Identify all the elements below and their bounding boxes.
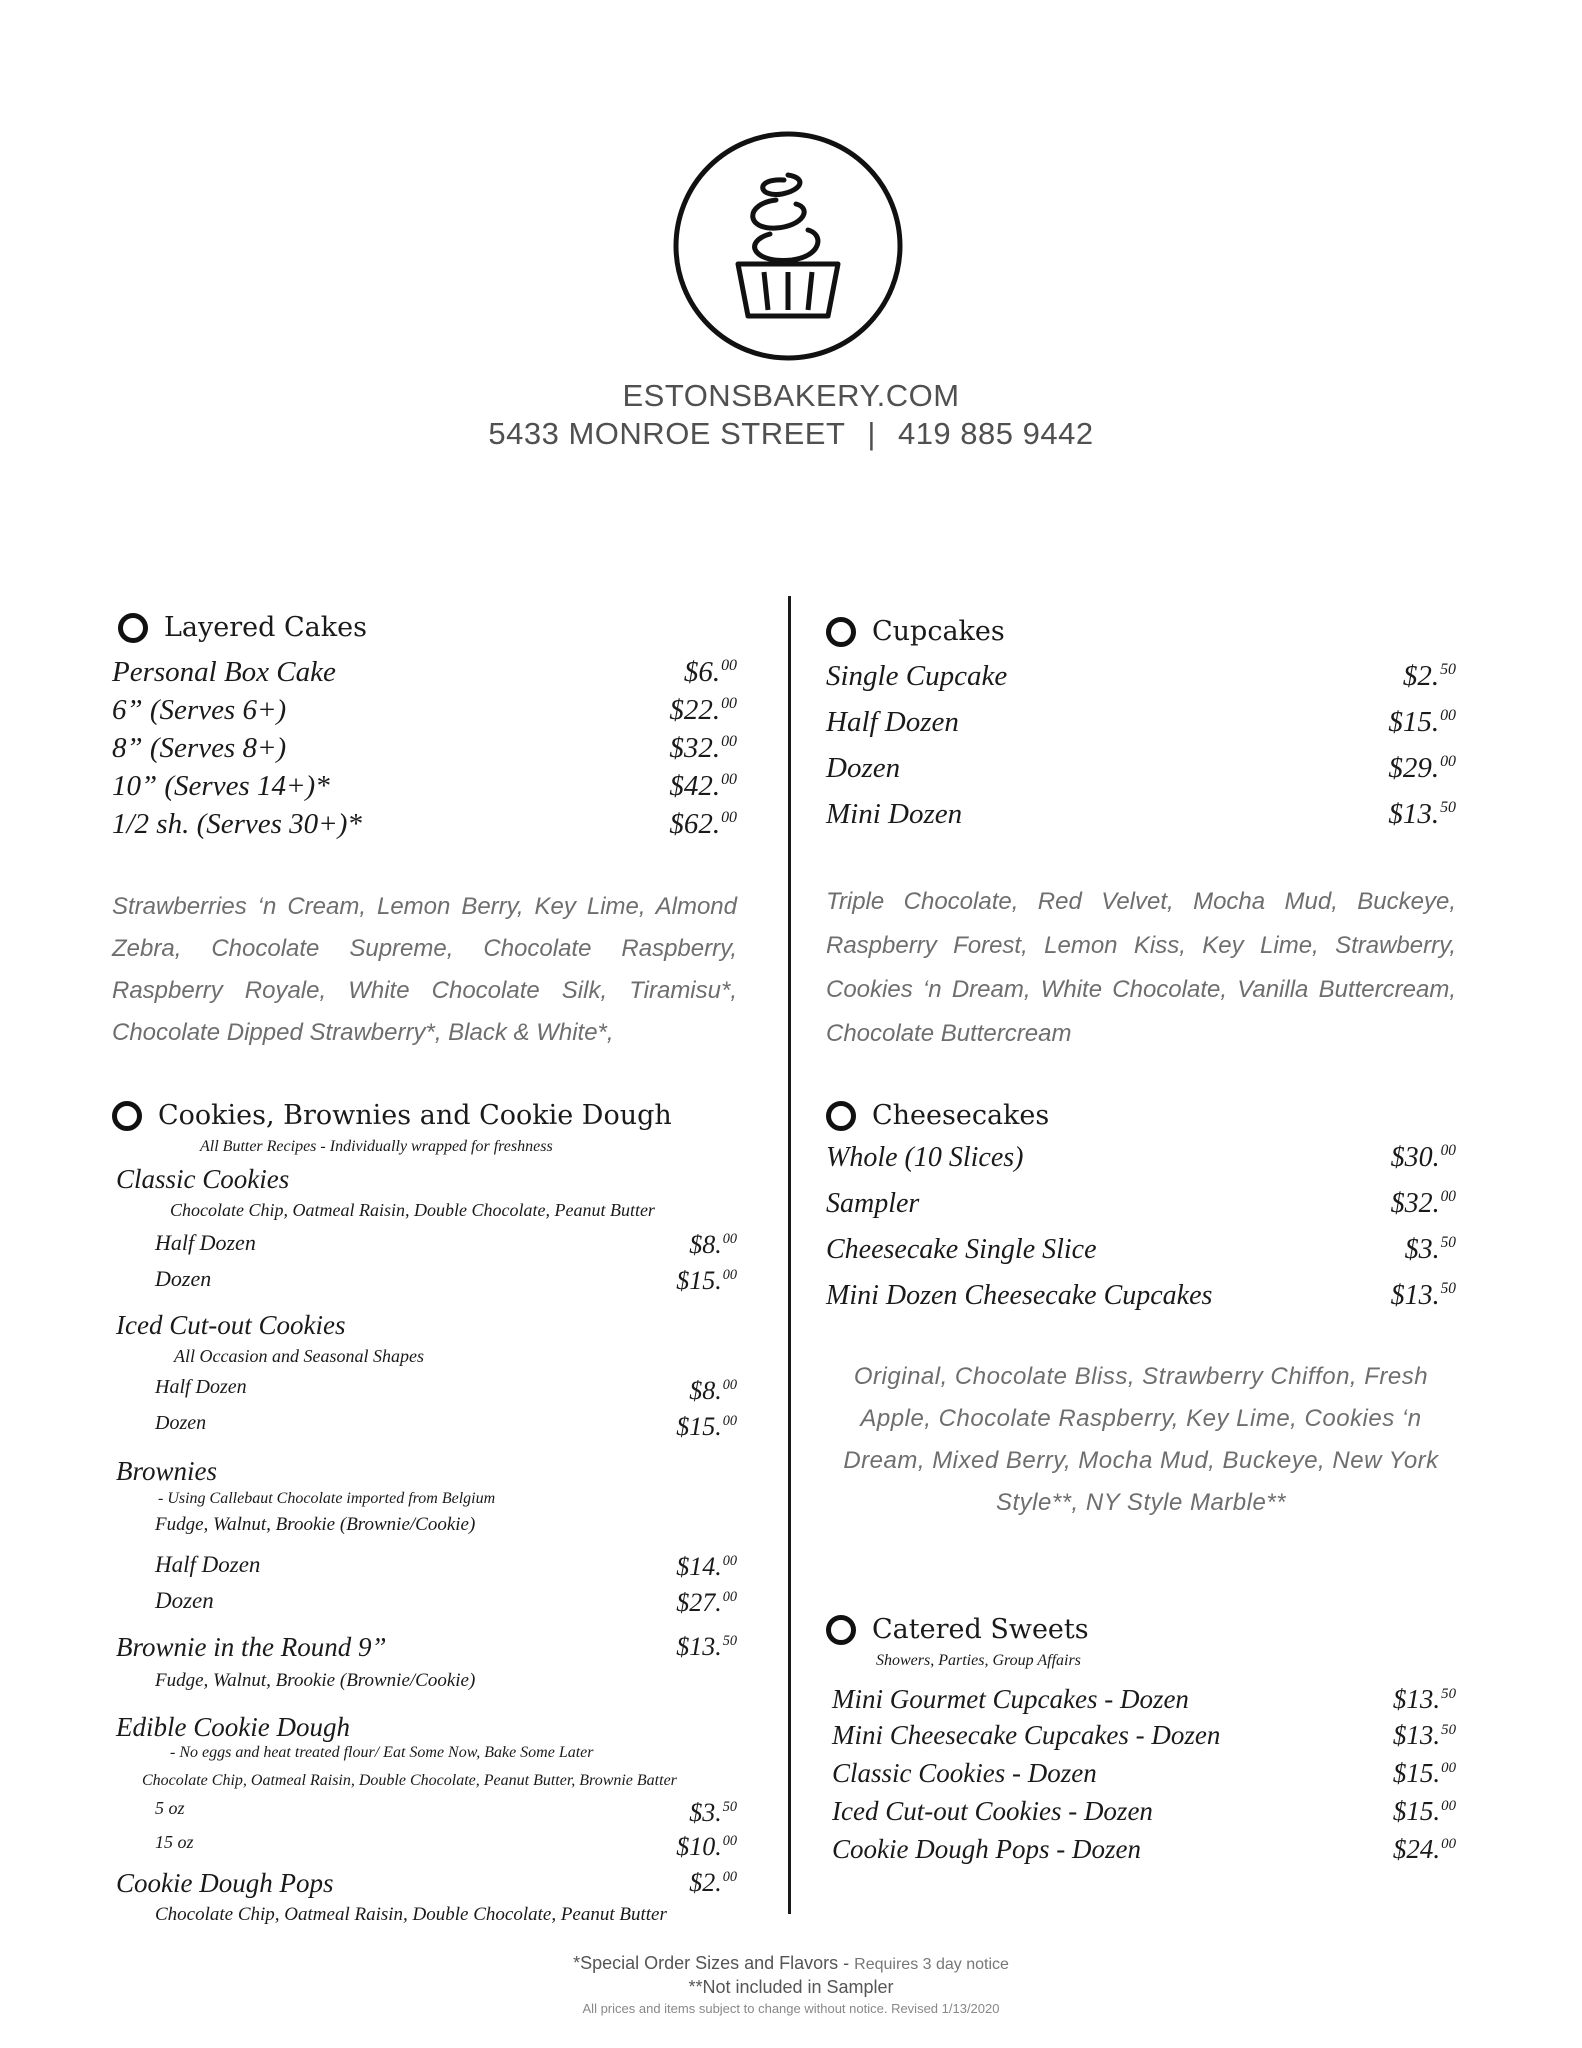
item-price: $29.00 (1388, 752, 1456, 784)
item-price: $14.00 (676, 1552, 737, 1581)
item-name: Half Dozen (155, 1376, 247, 1398)
item-price: $15.00 (1392, 1758, 1456, 1788)
footer-special-order: *Special Order Sizes and Flavors - Requires 3 day notice (573, 1953, 1009, 1973)
item-name: Half Dozen (155, 1552, 261, 1577)
item-name: Mini Dozen Cheesecake Cupcakes (826, 1280, 1213, 1311)
menu-item (826, 1142, 1456, 1176)
menu-item (155, 1832, 737, 1866)
menu-item (832, 1796, 1456, 1830)
item-price: $6.00 (683, 656, 737, 688)
item-price: $32.00 (1390, 1188, 1456, 1219)
item-name: Dozen (155, 1412, 207, 1434)
item-price: $10.00 (676, 1832, 737, 1861)
cookie-dough-flavors: Chocolate Chip, Oatmeal Raisin, Double Chocolate, Peanut Butter, Brownie Batter (142, 1772, 677, 1789)
footer-sampler-note: **Not included in Sampler (688, 1977, 894, 1997)
bullet-ring-icon (112, 1101, 142, 1131)
item-price: $2.00 (689, 1868, 737, 1897)
menu-item (112, 770, 737, 804)
item-price: $32.00 (669, 732, 737, 764)
item-price: $15.00 (676, 1266, 737, 1295)
section-title: Cheesecakes (872, 1100, 1050, 1131)
section-title: Cupcakes (872, 616, 1005, 647)
item-price: $15.00 (676, 1412, 737, 1441)
item-price: $13.50 (1392, 1720, 1456, 1750)
item-price: $8.00 (689, 1376, 737, 1405)
menu-item (112, 656, 737, 690)
item-price: $13.50 (1390, 1280, 1456, 1311)
menu-item (826, 1234, 1456, 1268)
bullet-ring-icon (826, 617, 856, 647)
item-name: Dozen (826, 752, 901, 784)
cupcake-swirl-logo-icon (672, 130, 904, 362)
item-name: 1/2 sh. (Serves 30+)* (112, 808, 362, 840)
footer-disclaimer: All prices and items subject to change without notice. Revised 1/13/2020 (582, 2001, 1000, 2016)
section-title: Cookies, Brownies and Cookie Dough (158, 1100, 672, 1131)
section-cheesecakes (826, 1100, 1049, 1131)
phone-number[interactable]: 419 885 9442 (897, 416, 1094, 451)
item-name: 10” (Serves 14+)* (112, 770, 330, 802)
item-price: $15.00 (1388, 706, 1456, 738)
item-name: Cookie Dough Pops (116, 1868, 334, 1898)
menu-item (155, 1376, 737, 1410)
item-price: $3.50 (689, 1798, 737, 1827)
menu-item (826, 1280, 1456, 1314)
item-name: 8” (Serves 8+) (112, 732, 287, 764)
item-name: Mini Gourmet Cupcakes - Dozen (832, 1684, 1189, 1714)
item-name: Half Dozen (155, 1230, 256, 1255)
menu-item (832, 1720, 1456, 1754)
section-layered-cakes (118, 612, 367, 643)
item-price: $27.00 (676, 1588, 737, 1617)
cookie-dough-note: - No eggs and heat treated flour/ Eat Some Now, Bake Some Later (170, 1744, 594, 1761)
item-price: $42.00 (669, 770, 737, 802)
bullet-ring-icon (826, 1615, 856, 1645)
item-price: $2.50 (1402, 660, 1456, 692)
item-name: Brownie in the Round 9” (116, 1632, 387, 1662)
menu-item (155, 1412, 737, 1446)
item-price: $13.50 (676, 1632, 737, 1661)
menu-item (832, 1684, 1456, 1718)
separator: | (867, 416, 876, 451)
menu-item (116, 1632, 737, 1666)
item-name: Mini Cheesecake Cupcakes - Dozen (832, 1720, 1221, 1750)
item-price: $13.50 (1392, 1684, 1456, 1714)
brownies-flavors: Fudge, Walnut, Brookie (Brownie/Cookie) (155, 1514, 476, 1535)
bullet-ring-icon (118, 613, 148, 643)
item-name: 15 oz (155, 1832, 194, 1852)
item-name: Cookie Dough Pops - Dozen (832, 1834, 1141, 1864)
item-name: Personal Box Cake (112, 656, 336, 688)
item-price: $13.50 (1388, 798, 1456, 830)
brownie-round-flavors: Fudge, Walnut, Brookie (Brownie/Cookie) (155, 1670, 476, 1691)
item-price: $8.00 (689, 1230, 737, 1259)
menu-item (155, 1230, 737, 1264)
item-price: $24.00 (1392, 1834, 1456, 1864)
item-name: Sampler (826, 1188, 920, 1219)
menu-item (832, 1834, 1456, 1868)
item-name: Dozen (155, 1588, 214, 1613)
street-address: 5433 MONROE STREET (488, 416, 846, 451)
menu-item (155, 1552, 737, 1586)
menu-item (826, 660, 1456, 694)
item-name: Mini Dozen (826, 798, 963, 830)
cake-flavors: Strawberries ‘n Cream, Lemon Berry, Key Lime, Almond Zebra, Chocolate Supreme, Chocolate Raspberry, Raspberry Royale, White Chocolate Silk, Tiramisu*, Chocolate Dipped Strawberry*, Black & White*, (112, 893, 737, 1046)
cheesecake-flavors: Original, Chocolate Bliss, Strawberry Chiffon, Fresh Apple, Chocolate Raspberry, Key Lime, Cookies ‘n Dream, Mixed Berry, Mocha Mud, Buckeye, New York Style**, NY Style Marble** (843, 1363, 1439, 1516)
iced-cookies-note: All Occasion and Seasonal Shapes (174, 1346, 424, 1366)
section-cookies (112, 1100, 672, 1131)
item-name: Classic Cookies - Dozen (832, 1758, 1097, 1788)
brownies-title: Brownies (116, 1456, 217, 1486)
footer (0, 1952, 1582, 2020)
item-price: $15.00 (1392, 1796, 1456, 1826)
cupcake-flavors: Triple Chocolate, Red Velvet, Mocha Mud, Buckeye, Raspberry Forest, Lemon Kiss, Key Lime, Strawberry, Cookies ‘n Dream, White Chocolate, Vanilla Buttercream, Chocolate Buttercream (826, 888, 1456, 1047)
item-name: Half Dozen (826, 706, 959, 738)
item-name: Whole (10 Slices) (826, 1142, 1024, 1173)
menu-item (112, 694, 737, 728)
bullet-ring-icon (826, 1101, 856, 1131)
section-subtitle: All Butter Recipes - Individually wrapped for freshness (200, 1138, 553, 1155)
item-price: $3.50 (1404, 1234, 1456, 1265)
section-catered-sweets (826, 1614, 1089, 1645)
menu-item (832, 1758, 1456, 1792)
classic-cookies-flavors: Chocolate Chip, Oatmeal Raisin, Double Chocolate, Peanut Butter (170, 1200, 655, 1220)
column-divider (788, 596, 791, 1914)
iced-cookies-title: Iced Cut-out Cookies (116, 1310, 346, 1340)
menu-item (826, 1188, 1456, 1222)
classic-cookies-title: Classic Cookies (116, 1164, 290, 1194)
item-name: Dozen (155, 1266, 212, 1291)
item-price: $62.00 (669, 808, 737, 840)
menu-item (826, 752, 1456, 786)
item-name: Cheesecake Single Slice (826, 1234, 1097, 1265)
cookie-pops-flavors: Chocolate Chip, Oatmeal Raisin, Double Chocolate, Peanut Butter (155, 1904, 667, 1925)
menu-item (112, 732, 737, 766)
menu-item (826, 706, 1456, 740)
menu-item (155, 1798, 737, 1832)
item-name: 6” (Serves 6+) (112, 694, 287, 726)
menu-item (155, 1266, 737, 1300)
section-subtitle: Showers, Parties, Group Affairs (876, 1652, 1081, 1669)
section-title: Layered Cakes (164, 612, 367, 643)
section-title: Catered Sweets (872, 1614, 1089, 1645)
item-name: Single Cupcake (826, 660, 1008, 692)
website[interactable]: ESTONSBAKERY.COM (622, 378, 960, 413)
item-price: $30.00 (1390, 1142, 1456, 1173)
menu-item (116, 1868, 737, 1902)
brownies-note: - Using Callebaut Chocolate imported from Belgium (158, 1490, 496, 1507)
item-price: $22.00 (669, 694, 737, 726)
menu-item (112, 808, 737, 842)
item-name: 5 oz (155, 1798, 185, 1818)
address-line (0, 416, 1582, 452)
section-cupcakes (826, 616, 1005, 647)
cookie-dough-title: Edible Cookie Dough (116, 1712, 350, 1742)
menu-item (826, 798, 1456, 832)
item-name: Iced Cut-out Cookies - Dozen (832, 1796, 1153, 1826)
menu-item (155, 1588, 737, 1622)
